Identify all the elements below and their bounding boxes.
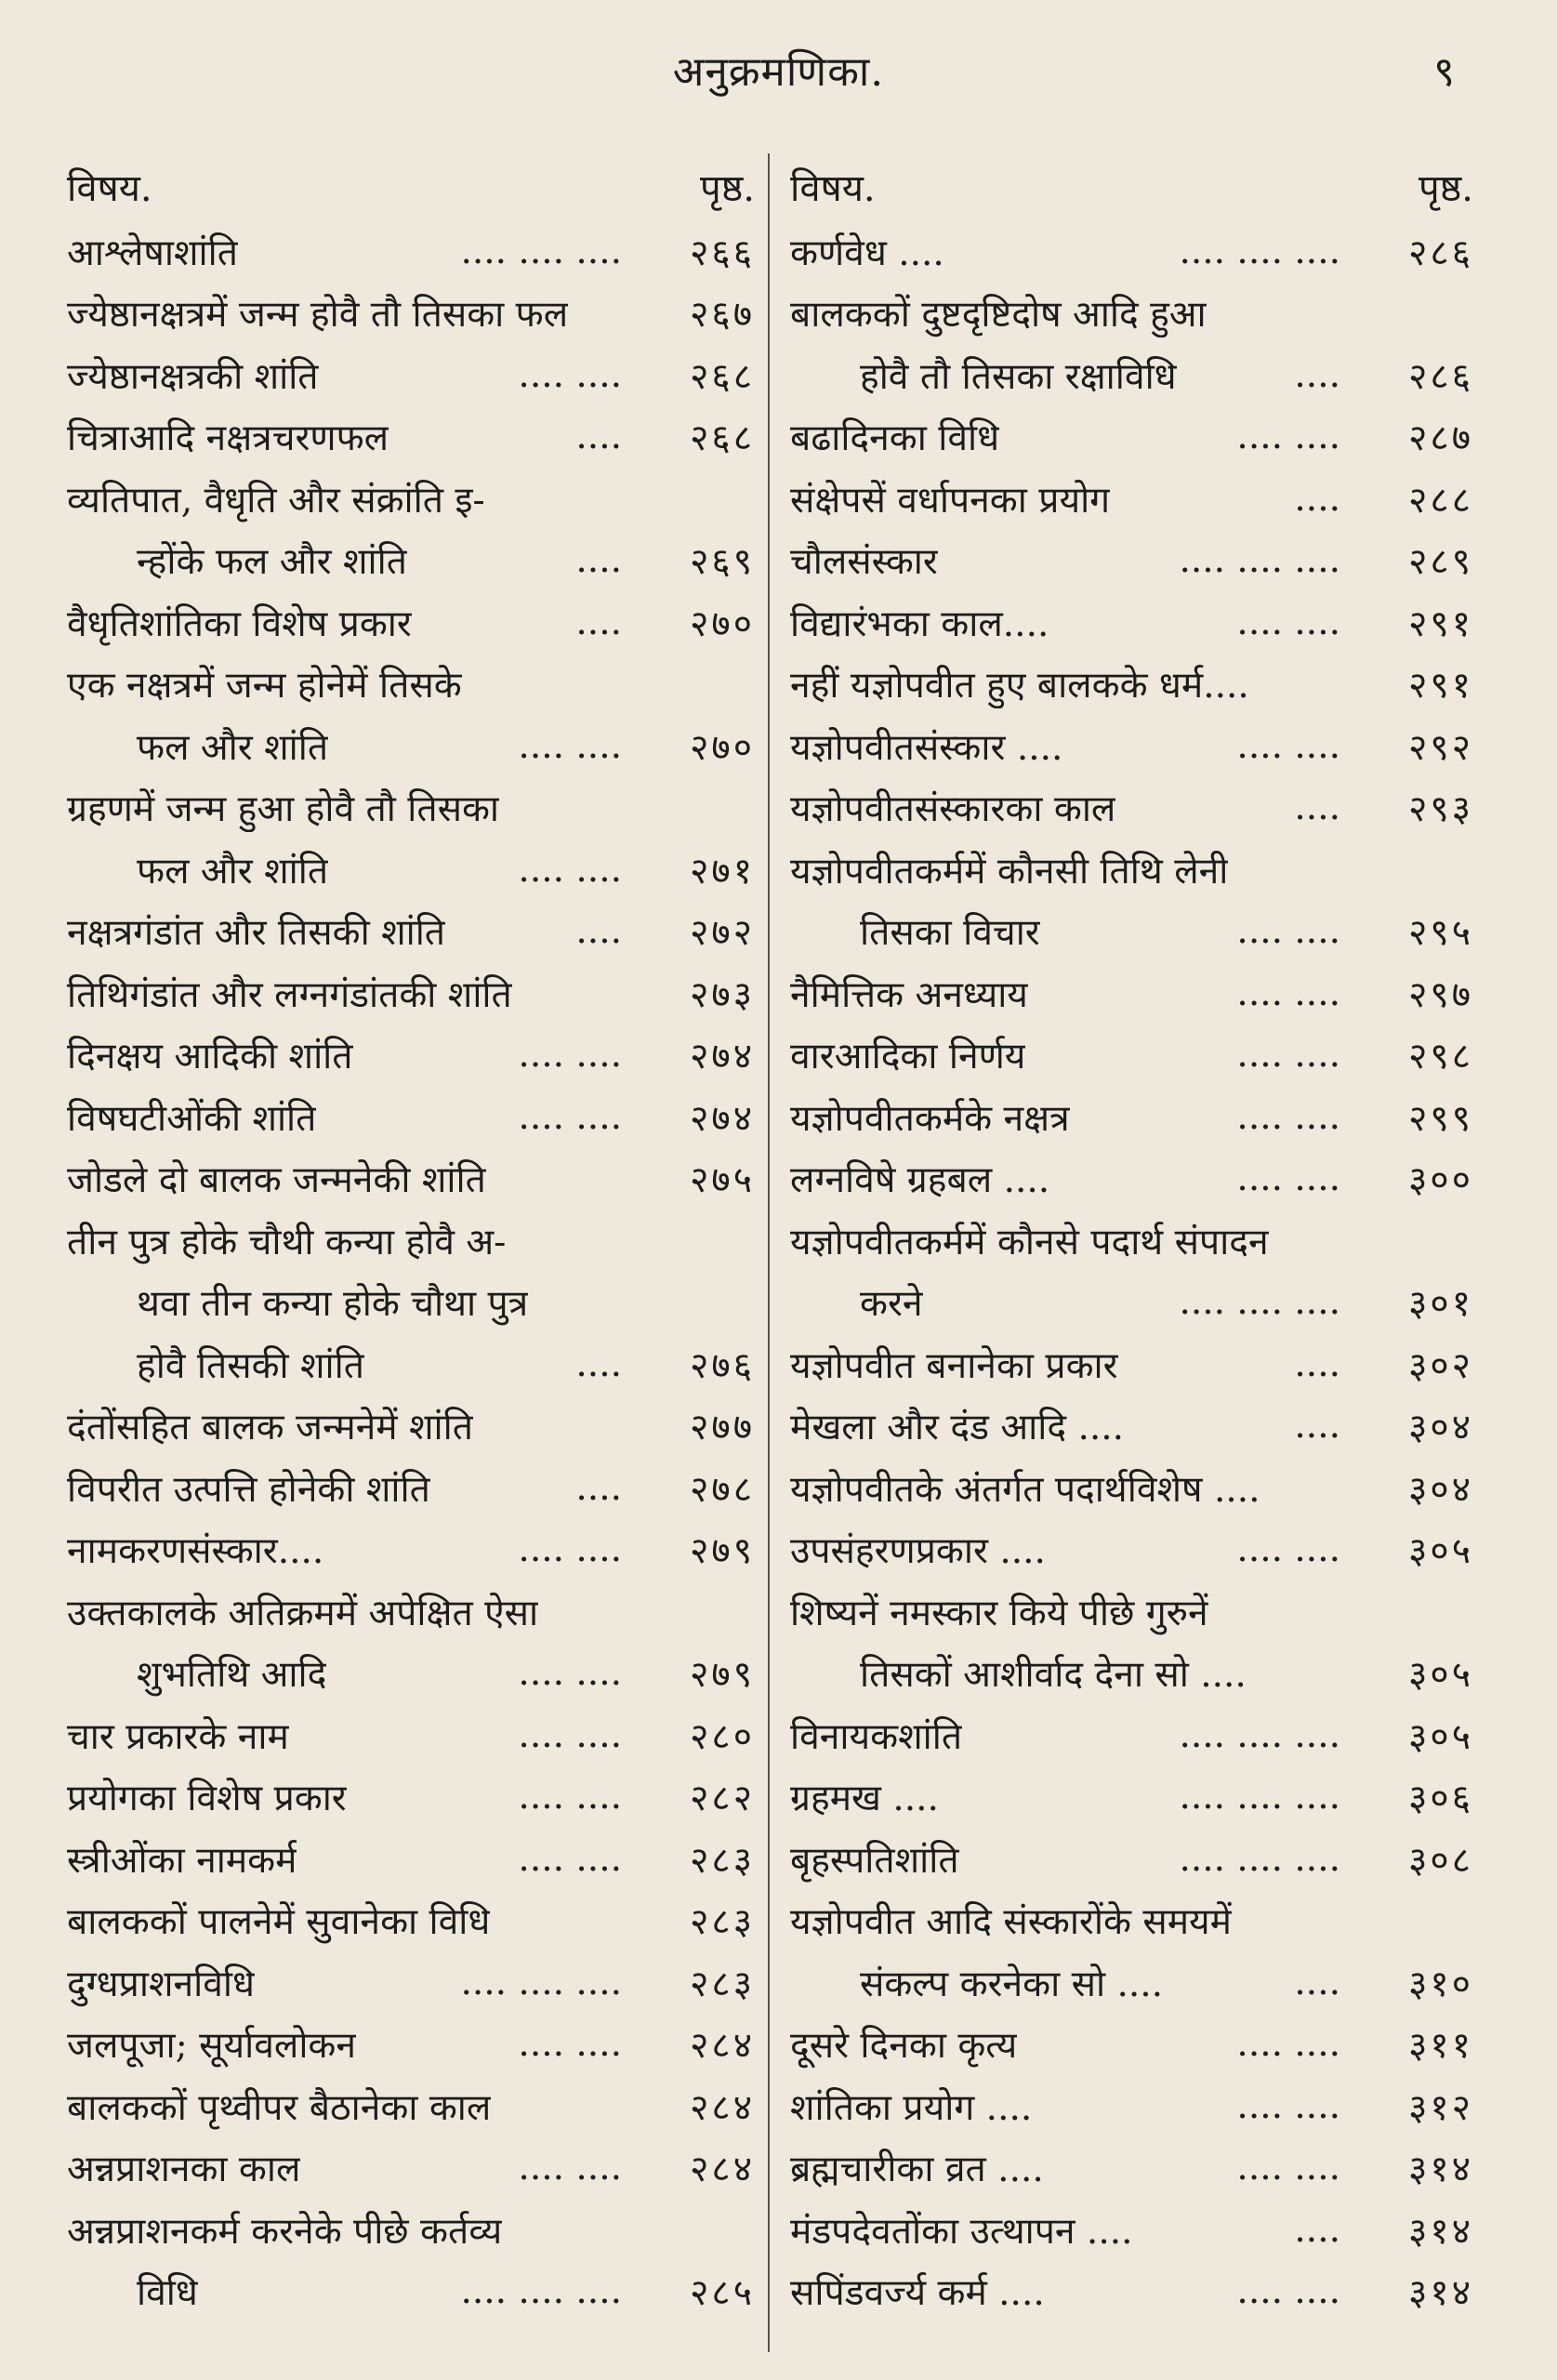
toc-entry [790, 1828, 1473, 1890]
entry-title: जोडले दो बालक जन्मनेकी शांति [67, 1159, 486, 1202]
toc-entry [67, 283, 755, 345]
entry-title: चौलसंस्कार [790, 541, 938, 584]
entry-page: ३०४ [1408, 1468, 1473, 1511]
toc-entry [790, 1766, 1473, 1829]
entry-page: ३११ [1408, 2025, 1473, 2068]
entry-title: थवा तीन कन्या होके चौथा पुत्र [137, 1283, 529, 1326]
entry-page: २८२ [690, 1778, 755, 1820]
toc-entry [67, 901, 755, 963]
entry-leader-dots: .... [1294, 477, 1340, 520]
entry-title: एक नक्षत्रमें जन्म होनेमें तिसके [67, 665, 462, 707]
entry-title: विनायकशांति [790, 1715, 963, 1758]
entry-leader-dots: .... .... .... [1179, 1837, 1340, 1880]
entry-page: २९३ [1408, 788, 1473, 831]
toc-entry [67, 406, 755, 469]
entry-title: आश्लेषाशांति [67, 231, 238, 274]
toc-entry [790, 591, 1473, 654]
toc-entry [67, 1148, 755, 1210]
entry-leader-dots: .... .... .... [460, 1961, 622, 2003]
entry-page: २६८ [690, 417, 755, 460]
entry-title: तिथिगंडांत और लग्नगंडांतकी शांति [67, 973, 512, 1016]
entry-page: ३०६ [1408, 1778, 1473, 1820]
toc-entry [67, 1333, 755, 1395]
entry-leader-dots: .... [575, 601, 622, 643]
entry-page: ३०१ [1408, 1283, 1473, 1326]
toc-entry [67, 530, 755, 592]
entry-page: २८४ [690, 2025, 755, 2068]
entry-page: २९८ [1408, 1036, 1473, 1078]
entry-page: २८३ [690, 1963, 755, 2005]
entry-page: २९१ [1408, 602, 1473, 645]
toc-rows [67, 220, 755, 2322]
toc-entry [790, 1086, 1473, 1148]
page-title: अनुक्रमणिका. [672, 48, 885, 96]
entry-page: २६८ [690, 355, 755, 398]
entry-title: ग्रहणमें जन्म हुआ होवै तौ तिसका [67, 788, 500, 831]
entry-leader-dots: .... .... [1236, 972, 1340, 1014]
entry-page: ३०५ [1408, 1530, 1473, 1573]
toc-entry [790, 1704, 1473, 1766]
toc-entry [67, 1951, 755, 2014]
entry-page: ३०८ [1408, 1839, 1473, 1882]
entry-title: विषघटीओंकी शांति [67, 1097, 317, 1140]
toc-entry [67, 1890, 755, 1952]
entry-leader-dots: .... .... [518, 1776, 622, 1818]
toc-entry [67, 344, 755, 406]
toc-column-left [67, 153, 755, 2366]
toc-entry [67, 1086, 755, 1148]
entry-page: ३१४ [1408, 2210, 1473, 2253]
entry-leader-dots: .... .... [518, 1034, 622, 1077]
entry-leader-dots: .... .... [1236, 1528, 1340, 1571]
entry-leader-dots: .... [575, 1466, 622, 1509]
entry-leader-dots: .... .... [1236, 1157, 1340, 1200]
entry-page: २९७ [1408, 973, 1473, 1016]
toc-entry [67, 2137, 755, 2200]
toc-entry [67, 2075, 755, 2137]
toc-entry [67, 1519, 755, 1581]
entry-page: २७६ [690, 1344, 755, 1387]
entry-page: २७४ [690, 1097, 755, 1140]
entry-title: यज्ञोपवीतकर्ममें कौनसी तिथि लेनी [790, 850, 1229, 892]
entry-page: ३०५ [1408, 1715, 1473, 1758]
toc-entry [67, 2261, 755, 2323]
entry-title: यज्ञोपवीत आदि संस्कारोंके समयमें [790, 1901, 1232, 1944]
toc-entry [67, 1457, 755, 1519]
entry-page: २९९ [1408, 1097, 1473, 1140]
toc-entry [790, 1210, 1473, 1272]
toc-entry [790, 220, 1473, 283]
entry-page: २८३ [690, 1901, 755, 1944]
entry-leader-dots: .... [1294, 1405, 1340, 1448]
entry-page: ३०५ [1408, 1654, 1473, 1697]
entry-leader-dots: .... [1294, 1961, 1340, 2003]
entry-title: यज्ञोपवीतसंस्कार .... [790, 726, 1063, 769]
entry-title: ज्येष्ठानक्षत्रकी शांति [67, 355, 319, 398]
page-heading: पृष्ठ. [700, 167, 755, 210]
toc-entry [67, 2014, 755, 2076]
toc-entry [790, 1333, 1473, 1395]
entry-title: बढादिनका विधि [790, 417, 1000, 460]
toc-entry [790, 1272, 1473, 1334]
toc-entry [67, 839, 755, 901]
entry-title: बालककों पालनेमें सुवानेका विधि [67, 1901, 491, 1944]
toc-column-right [790, 153, 1473, 2366]
entry-title: दूसरे दिनका कृत्य [790, 2025, 1018, 2068]
toc-entry [67, 2199, 755, 2261]
entry-leader-dots: .... .... [1236, 416, 1340, 458]
entry-page: ३१० [1408, 1963, 1473, 2005]
entry-leader-dots: .... [1294, 1342, 1340, 1385]
entry-page: २८९ [1408, 541, 1473, 584]
entry-leader-dots: .... .... [1236, 601, 1340, 643]
entry-title: दिनक्षय आदिकी शांति [67, 1036, 353, 1078]
toc-entry [790, 1890, 1473, 1952]
entry-title: जलपूजा; सूर्यावलोकन [67, 2025, 357, 2068]
toc-entry [67, 1272, 755, 1334]
entry-leader-dots: .... .... .... [1179, 1281, 1340, 1324]
entry-leader-dots: .... .... [518, 1652, 622, 1695]
entry-title: संक्षेपसें वर्धापनका प्रयोग [790, 479, 1111, 522]
entry-leader-dots: .... .... [1236, 2147, 1340, 2189]
entry-page: २९५ [1408, 912, 1473, 955]
toc-entry [67, 715, 755, 777]
entry-leader-dots: .... .... .... [1179, 1713, 1340, 1756]
toc-entry [790, 654, 1473, 716]
entry-page: २७९ [690, 1654, 755, 1697]
entry-title: उपसंहरणप्रकार .... [790, 1530, 1046, 1573]
entry-page: ३०० [1408, 1159, 1473, 1202]
entry-title: वारआदिका निर्णय [790, 1036, 1026, 1078]
toc-entry [790, 1025, 1473, 1087]
toc-entry [67, 220, 755, 283]
toc-entry [67, 1643, 755, 1705]
entry-leader-dots: .... .... [518, 848, 622, 891]
entry-title: न्होंके फल और शांति [137, 541, 407, 584]
subject-heading: विषय. [790, 167, 876, 210]
entry-page: २७० [690, 726, 755, 769]
entry-leader-dots: .... .... [518, 724, 622, 767]
toc-entry [67, 777, 755, 840]
entry-page: २७९ [690, 1530, 755, 1573]
toc-entry [790, 1951, 1473, 2014]
entry-title: नक्षत्रगंडांत और तिसकी शांति [67, 912, 446, 955]
entry-leader-dots: .... .... [518, 1528, 622, 1571]
entry-title: नहीं यज्ञोपवीत हुए बालकके धर्म.... [790, 665, 1249, 707]
toc-entry [790, 962, 1473, 1025]
entry-title: फल और शांति [137, 850, 329, 892]
entry-leader-dots: .... .... [518, 2023, 622, 2066]
toc-entry [67, 1025, 755, 1087]
entry-page: २६६ [690, 231, 755, 274]
toc-entry [790, 1457, 1473, 1519]
entry-title: ब्रह्मचारीका व्रत .... [790, 2149, 1044, 2191]
entry-title: संकल्प करनेका सो .... [860, 1963, 1164, 2005]
entry-leader-dots: .... .... [518, 1713, 622, 1756]
entry-page: २८७ [1408, 417, 1473, 460]
entry-title: शिष्यनें नमस्कार किये पीछे गुरुनें [790, 1592, 1208, 1634]
toc-entry [790, 2014, 1473, 2076]
entry-title: विद्यारंभका काल.... [790, 602, 1049, 645]
toc-entry [790, 715, 1473, 777]
subject-heading: विषय. [67, 167, 152, 210]
entry-leader-dots: .... .... [1236, 910, 1340, 953]
column-divider [768, 153, 770, 2352]
entry-page: २७५ [690, 1159, 755, 1202]
entry-title: प्रयोगका विशेष प्रकार [67, 1778, 347, 1820]
entry-page: ३१४ [1408, 2149, 1473, 2191]
toc-entry [790, 344, 1473, 406]
toc-entry [790, 468, 1473, 530]
entry-page: २८४ [690, 2086, 755, 2129]
toc-entry [67, 468, 755, 530]
page-heading: पृष्ठ. [1418, 167, 1473, 210]
entry-title: करने [860, 1283, 923, 1326]
entry-leader-dots: .... .... [1236, 2084, 1340, 2127]
entry-title: फल और शांति [137, 726, 329, 769]
entry-title: यज्ञोपवीत बनानेका प्रकार [790, 1344, 1118, 1387]
entry-page: २८० [690, 1715, 755, 1758]
entry-leader-dots: .... .... .... [1179, 1776, 1340, 1818]
entry-page: २७१ [690, 850, 755, 892]
entry-title: तिसका विचार [860, 912, 1040, 955]
toc-entry [790, 1148, 1473, 1210]
toc-entry [790, 2075, 1473, 2137]
entry-title: नामकरणसंस्कार.... [67, 1530, 324, 1573]
toc-entry [790, 2199, 1473, 2261]
entry-leader-dots: .... [1294, 2208, 1340, 2251]
toc-entry [790, 777, 1473, 840]
entry-title: यज्ञोपवीतसंस्कारका काल [790, 788, 1116, 831]
entry-page: २८३ [690, 1839, 755, 1882]
toc-entry [67, 654, 755, 716]
entry-page: २६९ [690, 541, 755, 584]
entry-title: मेखला और दंड आदि .... [790, 1407, 1125, 1449]
entry-title: विधि [137, 2272, 198, 2315]
page-header [0, 42, 1557, 107]
entry-title: बालककों दुष्टदृष्टिदोष आदि हुआ [790, 294, 1207, 337]
entry-title: लग्नविषे ग्रहबल .... [790, 1159, 1050, 1202]
entry-title: कर्णवेध .... [790, 231, 944, 274]
entry-title: होवै तौ तिसका रक्षाविधि [860, 355, 1177, 398]
entry-page: २७३ [690, 973, 755, 1016]
entry-leader-dots: .... .... [518, 353, 622, 396]
entry-page: २७८ [690, 1468, 755, 1511]
entry-title: चित्राआदि नक्षत्रचरणफल [67, 417, 389, 460]
entry-page: ३१२ [1408, 2086, 1473, 2129]
entry-title: व्यतिपात, वैधृति और संक्रांति इ- [67, 479, 485, 522]
entry-leader-dots: .... .... [518, 1837, 622, 1880]
entry-leader-dots: .... .... [518, 1095, 622, 1138]
entry-title: सपिंडवर्ज्य कर्म .... [790, 2272, 1045, 2315]
toc-entry [67, 1828, 755, 1890]
entry-leader-dots: .... [1294, 353, 1340, 396]
entry-leader-dots: .... .... .... [1179, 539, 1340, 582]
toc-entry [67, 1704, 755, 1766]
entry-title: तिसकों आशीर्वाद देना सो .... [860, 1654, 1247, 1697]
entry-leader-dots: .... [575, 539, 622, 582]
toc-entry [67, 1766, 755, 1829]
entry-page: २६७ [690, 294, 755, 337]
toc-entry [790, 2261, 1473, 2323]
entry-leader-dots: .... .... .... [460, 230, 622, 272]
toc-rows [790, 220, 1473, 2322]
toc-entry [67, 591, 755, 654]
toc-entry [790, 839, 1473, 901]
entry-page: ३०४ [1408, 1407, 1473, 1449]
toc-entry [790, 1643, 1473, 1705]
page-number: ९ [1433, 48, 1455, 96]
entry-title: यज्ञोपवीतके अंतर्गत पदार्थविशेष .... [790, 1468, 1260, 1511]
entry-page: ३०२ [1408, 1344, 1473, 1387]
entry-title: शुभतिथि आदि [137, 1654, 327, 1697]
column-header [790, 153, 1473, 220]
entry-page: २९१ [1408, 665, 1473, 707]
entry-page: २८५ [690, 2272, 755, 2315]
entry-title: बृहस्पतिशांति [790, 1839, 959, 1882]
entry-leader-dots: .... .... .... [1179, 230, 1340, 272]
entry-title: नैमित्तिक अनध्याय [790, 973, 1028, 1016]
toc-entry [790, 530, 1473, 592]
entry-leader-dots: .... .... .... [460, 2270, 622, 2313]
entry-page: ३१४ [1408, 2272, 1473, 2315]
entry-leader-dots: .... [575, 1342, 622, 1385]
entry-leader-dots: .... .... [518, 2147, 622, 2189]
column-header [67, 153, 755, 220]
entry-page: २८६ [1408, 231, 1473, 274]
entry-leader-dots: .... .... [1236, 1095, 1340, 1138]
entry-title: तीन पुत्र होके चौथी कन्या होवै अ- [67, 1221, 507, 1263]
entry-leader-dots: .... .... [1236, 724, 1340, 767]
toc-entry [67, 1580, 755, 1643]
entry-title: दंतोंसहित बालक जन्मनेमें शांति [67, 1407, 473, 1449]
toc-entry [790, 1519, 1473, 1581]
entry-leader-dots: .... [1294, 787, 1340, 829]
toc-entry [790, 901, 1473, 963]
entry-title: ग्रहमख .... [790, 1778, 939, 1820]
entry-page: २७७ [690, 1407, 755, 1449]
entry-page: २८४ [690, 2149, 755, 2191]
toc-entry [790, 2137, 1473, 2200]
entry-title: अन्नप्राशनका काल [67, 2149, 301, 2191]
entry-leader-dots: .... .... [1236, 2270, 1340, 2313]
entry-leader-dots: .... .... [1236, 1034, 1340, 1077]
entry-title: अन्नप्राशनकर्म करनेके पीछे कर्तव्य [67, 2210, 503, 2253]
entry-title: दुग्धप्राशनविधि [67, 1963, 255, 2005]
entry-page: २८६ [1408, 355, 1473, 398]
entry-title: मंडपदेवतोंका उत्थापन .... [790, 2210, 1133, 2253]
entry-title: होवै तिसकी शांति [137, 1344, 364, 1387]
entry-title: स्त्रीओंका नामकर्म [67, 1839, 297, 1882]
toc-entry [790, 1580, 1473, 1643]
entry-page: २७२ [690, 912, 755, 955]
entry-title: बालककों पृथ्वीपर बैठानेका काल [67, 2086, 492, 2129]
entry-leader-dots: .... .... [1236, 2023, 1340, 2066]
entry-page: २७४ [690, 1036, 755, 1078]
entry-leader-dots: .... [575, 910, 622, 953]
toc-entry [67, 1210, 755, 1272]
entry-title: यज्ञोपवीतकर्ममें कौनसे पदार्थ संपादन [790, 1221, 1269, 1263]
entry-title: यज्ञोपवीतकर्मके नक्षत्र [790, 1097, 1070, 1140]
entry-leader-dots: .... [575, 416, 622, 458]
toc-entry [790, 283, 1473, 345]
entry-title: शांतिका प्रयोग .... [790, 2086, 1033, 2129]
toc-entry [790, 1395, 1473, 1458]
entry-page: २७० [690, 602, 755, 645]
entry-title: विपरीत उत्पत्ति होनेकी शांति [67, 1468, 430, 1511]
entry-title: ज्येष्ठानक्षत्रमें जन्म होवै तौ तिसका फल [67, 294, 569, 337]
toc-entry [790, 406, 1473, 469]
entry-title: वैधृतिशांतिका विशेष प्रकार [67, 602, 412, 645]
toc-entry [67, 1395, 755, 1458]
toc-entry [67, 962, 755, 1025]
entry-page: २९२ [1408, 726, 1473, 769]
entry-title: उक्तकालके अतिक्रममें अपेक्षित ऐसा [67, 1592, 539, 1634]
entry-page: २८८ [1408, 479, 1473, 522]
entry-title: चार प्रकारके नाम [67, 1715, 289, 1758]
